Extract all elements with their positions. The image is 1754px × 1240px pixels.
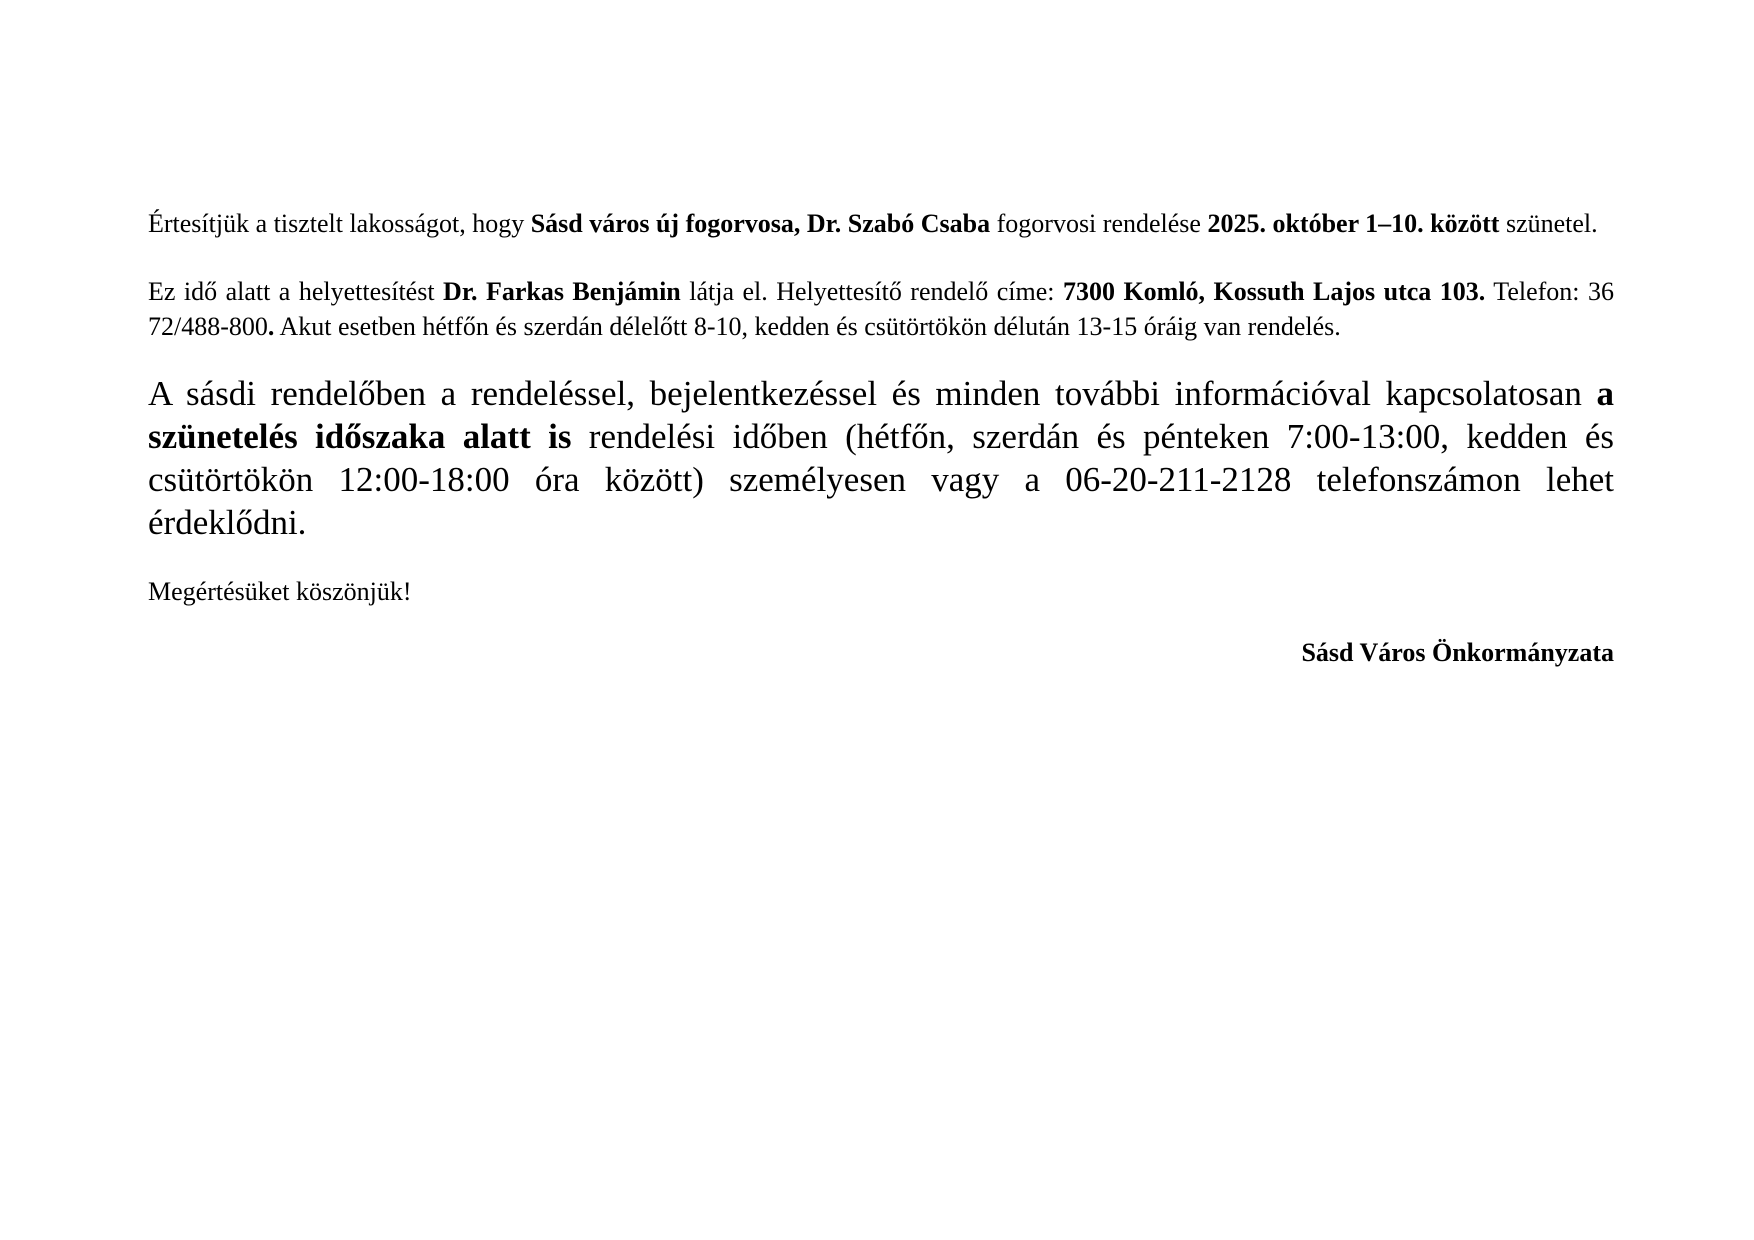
info-paragraph (148, 372, 1614, 544)
substitute-hours: Akut esetben hétfőn és szerdán délelőtt 8-10, kedden és csütörtökön délután 13-15 óráig van rendelés. (274, 312, 1341, 341)
intro-text-2: fogorvosi rendelése (990, 209, 1208, 238)
thanks-paragraph: Megértésüket köszönjük! (148, 577, 412, 606)
substitute-period: . (267, 312, 275, 341)
info-text-1: A sásdi rendelőben a rendeléssel, bejelentkezéssel és minden további információval kapcsolatosan (148, 374, 1597, 413)
substitute-text-1: Ez idő alatt a helyettesítést (148, 277, 444, 306)
notice-document (148, 206, 1614, 670)
intro-paragraph (148, 206, 1614, 241)
substitute-text-2: látja el. Helyettesítő rendelő címe: (680, 277, 1063, 306)
signature: Sásd Város Önkormányzata (1301, 638, 1614, 667)
intro-text-1: Értesítjük a tisztelt lakosságot, hogy (148, 209, 531, 238)
closure-dates: 2025. október 1–10. között (1207, 209, 1500, 238)
intro-text-3: szünetel. (1499, 209, 1598, 238)
substitute-phone: Telefon: 36 72/488-800 (148, 277, 1614, 341)
substitute-address: 7300 Komló, Kossuth Lajos utca 103. (1062, 277, 1486, 306)
substitute-doctor: Dr. Farkas Benjámin (443, 277, 681, 306)
info-emphasis: a szünetelés időszaka alatt is (148, 374, 1614, 456)
substitute-paragraph (148, 274, 1614, 344)
dentist-name: Sásd város új fogorvosa, Dr. Szabó Csaba (530, 209, 991, 238)
info-text-2: rendelési időben (hétfőn, szerdán és pénteken 7:00-13:00, kedden és csütörtökön 12:00-18:00 óra között) személyesen vagy a 06-20-211-2128 telefonszámon lehet érdeklődni. (148, 417, 1614, 542)
